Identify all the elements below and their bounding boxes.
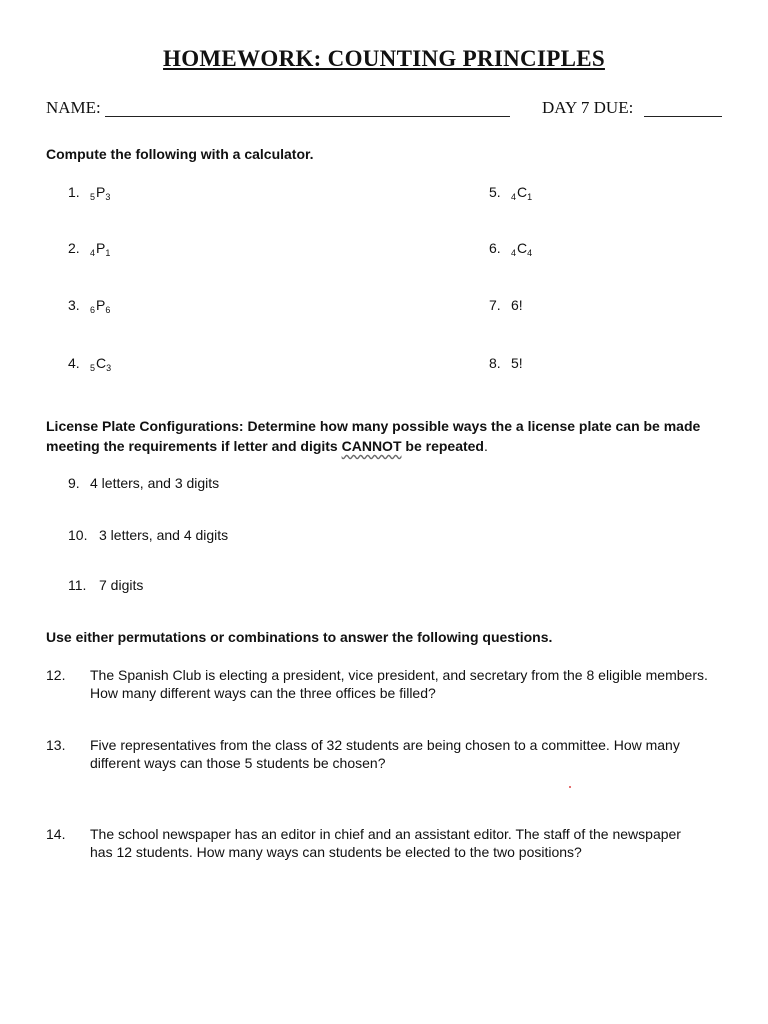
problem-n: 6 [90, 305, 96, 315]
problem-number: 14. [46, 826, 66, 842]
problem-10 [68, 527, 228, 543]
problem-6 [489, 240, 532, 256]
name-label: NAME: [46, 98, 101, 117]
problem-r: 6 [105, 305, 111, 315]
section2-heading-period: . [483, 438, 488, 454]
section3-heading: Use either permutations or combinations to answer the following questions. [46, 629, 553, 645]
problem-r: 1 [527, 192, 533, 202]
worksheet-title: HOMEWORK: COUNTING PRINCIPLES [163, 46, 605, 71]
problem-op: P [96, 297, 106, 313]
problem-n: 5 [90, 192, 96, 202]
problem-number: 11. [68, 577, 87, 593]
problem-number: 13. [46, 737, 66, 753]
problem-4 [68, 355, 111, 371]
problem-number: 3. [68, 297, 80, 313]
problem-n: 4 [511, 248, 517, 258]
problem-text: Five representatives from the class of 32 students are being chosen to a committee. How many different ways can those 5 students be chosen? [90, 737, 680, 771]
problem-number: 4. [68, 355, 80, 371]
problem-3 [68, 297, 110, 313]
problem-text: The school newspaper has an editor in chief and an assistant editor. The staff of the newspaper has 12 students. How many ways can students be elected to the two positions? [90, 826, 681, 860]
problem-op: P [96, 184, 106, 200]
section2-heading-text: License Plate Configurations: Determine how many possible ways the a license plate can be made meeting the requirements if letter and digits [46, 418, 701, 454]
problem-number: 9. [68, 475, 80, 491]
cannot-emphasis: CANNOT [341, 438, 402, 454]
problem-number: 2. [68, 240, 80, 256]
problem-op: C [96, 355, 107, 371]
problem-number: 7. [489, 297, 501, 313]
problem-r: 4 [527, 248, 533, 258]
section2-heading [46, 416, 736, 456]
section2-heading-text-end: be repeated [401, 438, 484, 454]
header-fields [46, 98, 726, 122]
problem-n: 4 [90, 248, 96, 258]
problem-text: 6! [511, 297, 523, 313]
problem-r: 3 [105, 192, 111, 202]
word-problem-13 [46, 736, 726, 772]
problem-r: 3 [106, 363, 112, 373]
problem-r: 1 [105, 248, 111, 258]
problem-n: 4 [511, 192, 517, 202]
problem-9 [68, 475, 219, 491]
problem-op: C [517, 240, 528, 256]
problem-op: C [517, 184, 528, 200]
problem-1 [68, 184, 110, 200]
problem-n: 5 [90, 363, 96, 373]
problem-2 [68, 240, 110, 256]
problem-number: 8. [489, 355, 501, 371]
word-problem-12 [46, 666, 726, 702]
stray-mark [569, 786, 571, 788]
problem-number: 5. [489, 184, 501, 200]
problem-text: The Spanish Club is electing a president, vice president, and secretary from the 8 eligible members. How many different ways can the three offices be filled? [90, 667, 708, 701]
problem-8 [489, 355, 523, 371]
section1-heading: Compute the following with a calculator. [46, 146, 314, 162]
problem-text: 3 letters, and 4 digits [99, 527, 229, 543]
name-blank-line [105, 116, 510, 117]
problem-number: 12. [46, 667, 66, 683]
problem-7 [489, 297, 523, 313]
problem-number: 1. [68, 184, 80, 200]
problem-11 [68, 577, 143, 593]
problem-op: P [96, 240, 106, 256]
word-problem-14 [46, 825, 726, 861]
problem-number: 10. [68, 527, 88, 543]
problem-text: 5! [511, 355, 523, 371]
due-label: DAY 7 DUE: [542, 98, 634, 117]
problem-text: 7 digits [99, 577, 144, 593]
due-blank-line [644, 116, 722, 117]
problem-number: 6. [489, 240, 501, 256]
problem-5 [489, 184, 532, 200]
problem-text: 4 letters, and 3 digits [90, 475, 220, 491]
